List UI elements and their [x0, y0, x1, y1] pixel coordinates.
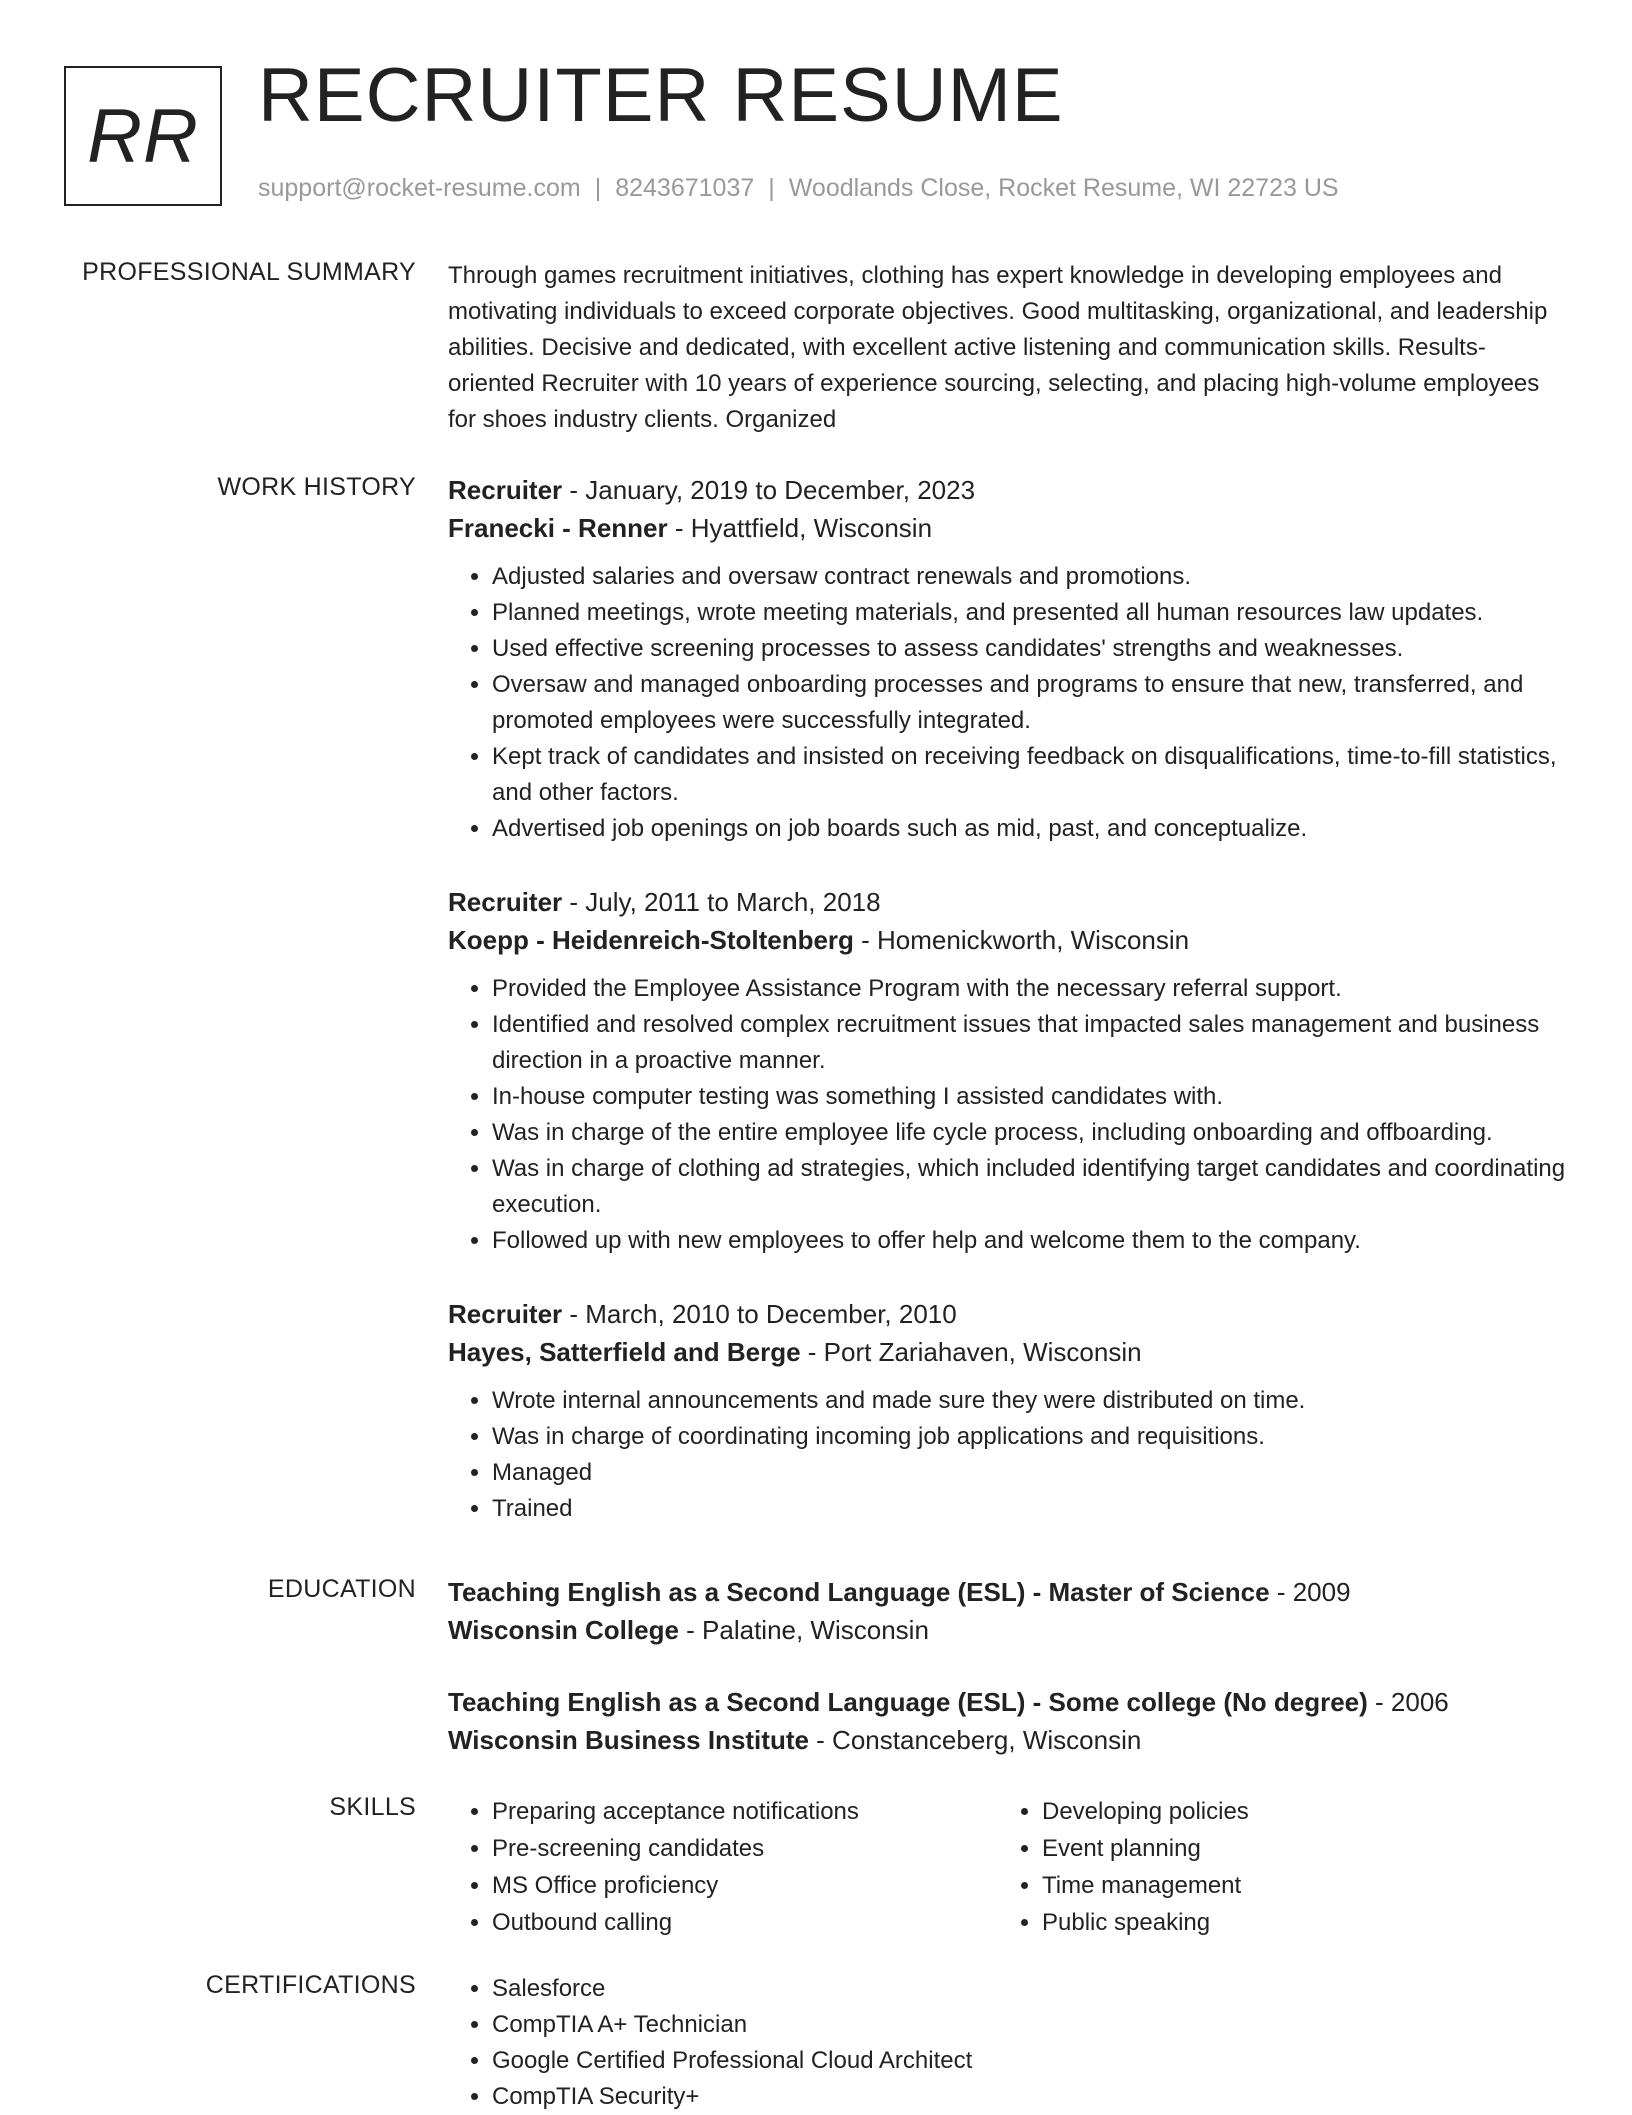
contact-email[interactable]: support@rocket-resume.com — [258, 174, 581, 202]
job-bullet: • Planned meetings, wrote meeting materials, and presented all human resources law updates. — [492, 595, 1568, 631]
job-entry — [448, 471, 1568, 847]
work-history-body — [448, 471, 1568, 1563]
job-entry — [448, 883, 1568, 1259]
certifications-list — [448, 1971, 1568, 2115]
job-company-line — [448, 1333, 1568, 1371]
monogram-badge — [64, 66, 222, 206]
job-bullet: • In-house computer testing was something I assisted candidates with. — [492, 1079, 1568, 1115]
resume-title: RECRUITER RESUME — [258, 53, 1064, 138]
job-bullets — [448, 1383, 1568, 1527]
job-title: Recruiter — [448, 1299, 563, 1329]
edu-degree-line — [448, 1683, 1568, 1721]
job-bullets — [448, 971, 1568, 1259]
job-title-line — [448, 883, 1568, 921]
job-dates: - July, 2011 to March, 2018 — [562, 887, 881, 917]
education-body — [448, 1573, 1568, 1793]
job-company: Franecki - Renner — [448, 513, 668, 543]
monogram-text: RR — [87, 93, 199, 179]
certification-item: • Google Certified Professional Cloud Architect — [492, 2043, 1568, 2079]
certifications-body — [448, 1971, 1568, 2115]
job-bullet: • Wrote internal announcements and made sure they were distributed on time. — [492, 1383, 1568, 1419]
contact-separator: | — [594, 174, 602, 202]
contact-phone[interactable]: 8243671037 — [615, 174, 755, 202]
edu-school-line — [448, 1721, 1568, 1759]
edu-degree: Teaching English as a Second Language (ESL) - Master of Science — [448, 1577, 1270, 1607]
summary-body — [448, 258, 1568, 438]
job-bullet: • Identified and resolved complex recruitment issues that impacted sales management and business direction in a proactive manner. — [492, 1007, 1568, 1079]
edu-location: - Constanceberg, Wisconsin — [808, 1725, 1142, 1755]
certification-item: • CompTIA Security+ — [492, 2079, 1568, 2115]
education-entry — [448, 1573, 1568, 1649]
skills-column-left — [448, 1793, 998, 1941]
edu-degree-line — [448, 1573, 1568, 1611]
edu-location: - Palatine, Wisconsin — [678, 1615, 929, 1645]
job-company-line — [448, 921, 1568, 959]
job-location: - Homenickworth, Wisconsin — [853, 925, 1190, 955]
job-location: - Port Zariahaven, Wisconsin — [800, 1337, 1142, 1367]
job-entry — [448, 1295, 1568, 1527]
job-bullet: • Advertised job openings on job boards such as mid, past, and conceptualize. — [492, 811, 1568, 847]
edu-year: - 2006 — [1367, 1687, 1449, 1717]
skill-item: • Pre-screening candidates — [492, 1830, 998, 1867]
job-bullet: • Trained — [492, 1491, 1568, 1527]
edu-school: Wisconsin College — [448, 1615, 679, 1645]
contact-separator: | — [768, 174, 775, 202]
skills-list — [998, 1793, 1548, 1941]
job-bullet: • Managed — [492, 1455, 1568, 1491]
skills-body — [448, 1793, 1568, 1941]
education-entry — [448, 1683, 1568, 1759]
skill-item: • Event planning — [1042, 1830, 1548, 1867]
skill-item: • Developing policies — [1042, 1793, 1548, 1830]
job-bullet: • Provided the Employee Assistance Program with the necessary referral support. — [492, 971, 1568, 1007]
section-label-summary: PROFESSIONAL SUMMARY — [82, 258, 416, 286]
job-title-line — [448, 471, 1568, 509]
job-bullet: • Was in charge of coordinating incoming job applications and requisitions. — [492, 1419, 1568, 1455]
job-title: Recruiter — [448, 887, 563, 917]
edu-degree: Teaching English as a Second Language (ESL) - Some college (No degree) — [448, 1687, 1368, 1717]
job-bullet: • Kept track of candidates and insisted on receiving feedback on disqualifications, time-to-fill statistics, and other factors. — [492, 739, 1568, 811]
skill-item: • Outbound calling — [492, 1904, 998, 1941]
skill-item: • MS Office proficiency — [492, 1867, 998, 1904]
edu-year: - 2009 — [1269, 1577, 1351, 1607]
job-bullet: • Adjusted salaries and oversaw contract renewals and promotions. — [492, 559, 1568, 595]
job-title-line — [448, 1295, 1568, 1333]
skills-column-right — [998, 1793, 1548, 1941]
job-bullets — [448, 559, 1568, 847]
skill-item: • Preparing acceptance notifications — [492, 1793, 998, 1830]
job-bullet: • Used effective screening processes to assess candidates' strengths and weaknesses. — [492, 631, 1568, 667]
job-bullet: • Was in charge of clothing ad strategies, which included identifying target candidates and coordinating execution. — [492, 1151, 1568, 1223]
section-label-skills: SKILLS — [329, 1793, 416, 1821]
job-title: Recruiter — [448, 475, 563, 505]
job-company-line — [448, 509, 1568, 547]
certification-item: • Salesforce — [492, 1971, 1568, 2007]
job-bullet: • Followed up with new employees to offer help and welcome them to the company. — [492, 1223, 1568, 1259]
skill-item: • Public speaking — [1042, 1904, 1548, 1941]
section-label-education: EDUCATION — [267, 1575, 416, 1603]
job-dates: - January, 2019 to December, 2023 — [562, 475, 976, 505]
skills-list — [448, 1793, 998, 1941]
section-label-certifications: CERTIFICATIONS — [205, 1971, 416, 1999]
contact-line — [258, 174, 1339, 203]
section-label-work: WORK HISTORY — [217, 473, 416, 501]
edu-school: Wisconsin Business Institute — [448, 1725, 809, 1755]
edu-school-line — [448, 1611, 1568, 1649]
job-bullet: • Was in charge of the entire employee life cycle process, including onboarding and offboarding. — [492, 1115, 1568, 1151]
job-bullet: • Oversaw and managed onboarding processes and programs to ensure that new, transferred, and promoted employees were successfully integrated. — [492, 667, 1568, 739]
job-company: Hayes, Satterfield and Berge — [448, 1337, 801, 1367]
contact-address: Woodlands Close, Rocket Resume, WI 22723 US — [788, 174, 1339, 202]
job-dates: - March, 2010 to December, 2010 — [562, 1299, 957, 1329]
skill-item: • Time management — [1042, 1867, 1548, 1904]
job-location: - Hyattfield, Wisconsin — [667, 513, 933, 543]
summary-text: Through games recruitment initiatives, clothing has expert knowledge in developing employees and motivating individuals to exceed corporate objectives. Good multitasking, organizational, and leadership abilities. Decisive and dedicated, with excellent active listening and communication skills. Results-oriented Recruiter with 10 years of experience sourcing, selecting, and placing high-volume employees for shoes industry clients. Organized — [448, 262, 1548, 433]
job-company: Koepp - Heidenreich-Stoltenberg — [448, 925, 854, 955]
certification-item: • CompTIA A+ Technician — [492, 2007, 1568, 2043]
